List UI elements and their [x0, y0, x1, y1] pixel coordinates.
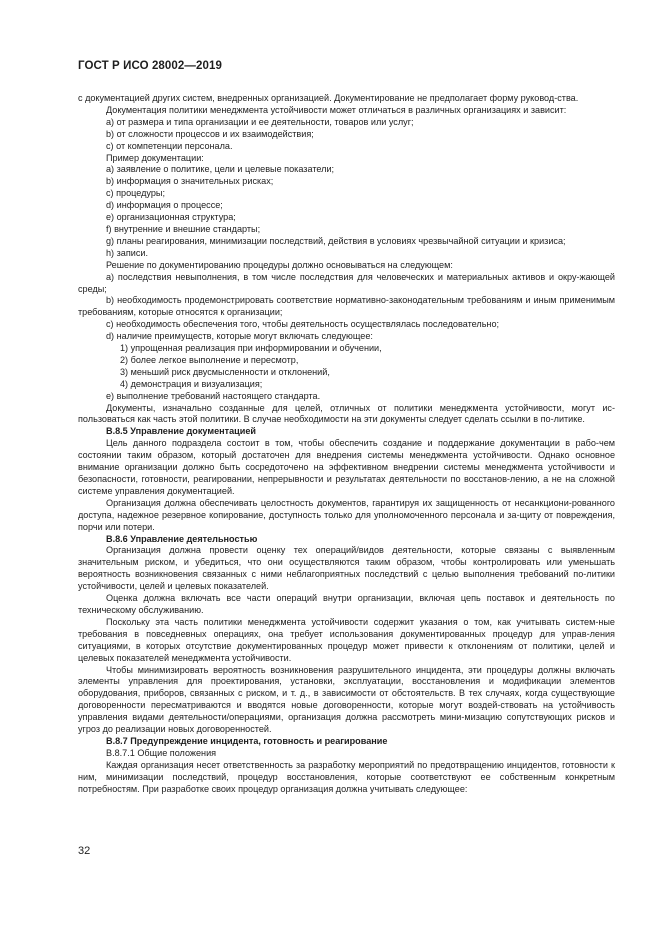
paragraph: с документацией других систем, внедренных организацией. Документирование не предполагает форму руковод-ства.: [78, 93, 579, 103]
section-heading: B.8.7 Предупреждение инцидента, готовность и реагирование: [106, 735, 388, 746]
paragraph: d) информация о процессе;: [106, 200, 223, 211]
paragraph: c) необходимость обеспечения того, чтобы деятельность осуществлялась последовательно;: [106, 319, 500, 330]
page-number: 32: [78, 845, 91, 857]
paragraph: a) последствия невыполнения, в том числе последствия для человеческих и материальных активов и окру-жающей среды;: [78, 271, 615, 294]
paragraph: a) от размера и типа организации и ее деятельности, товаров или услуг;: [106, 116, 414, 127]
paragraph: b) информация о значительных рисках;: [106, 176, 274, 187]
paragraph: 2) более легкое выполнение и пересмотр,: [120, 354, 299, 365]
paragraph: Поскольку эта часть политики менеджмента устойчивости содержит указания о том, как учитывать систем-ные требования в повседневных операциях, она требует использования документированных процедур для управ-ления ситуациями, в которых отсутствие документированных процедур может привести к отклонениям от политики, целей и целевых показателей менеджмента устойчивости.: [78, 616, 615, 663]
paragraph: Цель данного подраздела состоит в том, чтобы обеспечить создание и поддержание документации в рабо-чем состоянии таким образом, который достаточен для внедрения системы менеджмента устойчивости. Однако основное внимание организации должно быть сосредоточено на эффективном внедрении системы менеджмента устойчивости и безопасности, готовности, реагировании, непрерывности и результатах деятельности по восстанов-лению, а не на сложной системе управления документацией.: [78, 438, 615, 496]
paragraph: 3) меньший риск двусмысленности и отклонений,: [120, 366, 330, 377]
paragraph: e) выполнение требований настоящего стандарта.: [106, 390, 321, 401]
section-heading: B.8.5 Управление документацией: [106, 426, 256, 437]
paragraph: Документы, изначально созданные для целей, отличных от политики менеджмента устойчивости, могут ис-пользоваться как часть этой политики. В случае необходимости на эти документы следует сделать ссылки в по-литике.: [78, 402, 615, 425]
paragraph: B.8.7.1 Общие положения: [106, 747, 217, 758]
paragraph: Организация должна обеспечивать целостность документов, гарантируя их защищенность от несанкциони-рованного доступа, надежное резервное копирование, доступность только для уполномоченного персонала и за-щиту от повреждения, порчи или потери.: [78, 497, 615, 532]
document-header: ГОСТ Р ИСО 28002—2019: [78, 60, 223, 72]
paragraph: c) процедуры;: [106, 188, 165, 199]
paragraph: e) организационная структура;: [106, 212, 236, 223]
paragraph: c) от компетенции персонала.: [106, 140, 233, 151]
paragraph: h) записи.: [106, 247, 148, 258]
paragraph: b) от сложности процессов и их взаимодействия;: [106, 128, 314, 139]
paragraph: Чтобы минимизировать вероятность возникновения разрушительного инцидента, эти процедуры должны включать элементы управления для проектирования, установки, эксплуатации, восстановления и модификации элементов оборудования, приборов, связанных с риском, и т. д., в зависимости от обстоятельств. В тех случаях, когда существующие договоренности пересматриваются и вводятся новые договоренности, которые могут воздей-ствовать на устойчивость управления видами деятельности/операциями, организация должна рассмотреть мини-мизацию сопутствующих рисков и угроз до реализации новых договоренностей.: [78, 664, 615, 735]
paragraph: 4) демонстрация и визуализация;: [120, 378, 263, 389]
paragraph: Каждая организация несет ответственность за разработку мероприятий по предотвращению инцидентов, готовности к ним, минимизации последствий, процедур восстановления, которые соответствуют ее собственным конкретным потребностям. При разработке своих процедур организация должна учитывать следующее:: [78, 759, 615, 794]
paragraph: Пример документации:: [106, 152, 204, 163]
paragraph: b) необходимость продемонстрировать соответствие нормативно-законодательным требованиям и иным применимым требованиям, которые относятся к организации;: [78, 295, 615, 318]
section-heading: B.8.6 Управление деятельностью: [106, 533, 258, 544]
page-content: [78, 93, 615, 795]
paragraph: Оценка должна включать все части операций внутри организации, включая цепь поставок и деятельность по техническому обслуживанию.: [78, 593, 615, 615]
paragraph: g) планы реагирования, минимизации последствий, действия в условиях чрезвычайной ситуации и кризиса;: [106, 235, 566, 246]
paragraph: Организация должна провести оценку тех операций/видов деятельности, которые связаны с выявленным значительным риском, и убедиться, что они осуществляются таким образом, чтобы контролировать или уменьшать вероятность возникновения связанных с ними неблагоприятных последствий с целью выполнения требований по-литики устойчивости, целей и целевых показателей.: [78, 545, 615, 592]
paragraph: a) заявление о политике, цели и целевые показатели;: [106, 164, 335, 175]
paragraph: d) наличие преимуществ, которые могут включать следующее:: [106, 331, 373, 342]
paragraph: Документация политики менеджмента устойчивости может отличаться в различных организациях и зависит:: [106, 104, 567, 115]
paragraph: Решение по документированию процедуры должно основываться на следующем:: [106, 259, 453, 270]
paragraph: f) внутренние и внешние стандарты;: [106, 223, 261, 234]
paragraph: 1) упрощенная реализация при информировании и обучении,: [120, 343, 382, 354]
